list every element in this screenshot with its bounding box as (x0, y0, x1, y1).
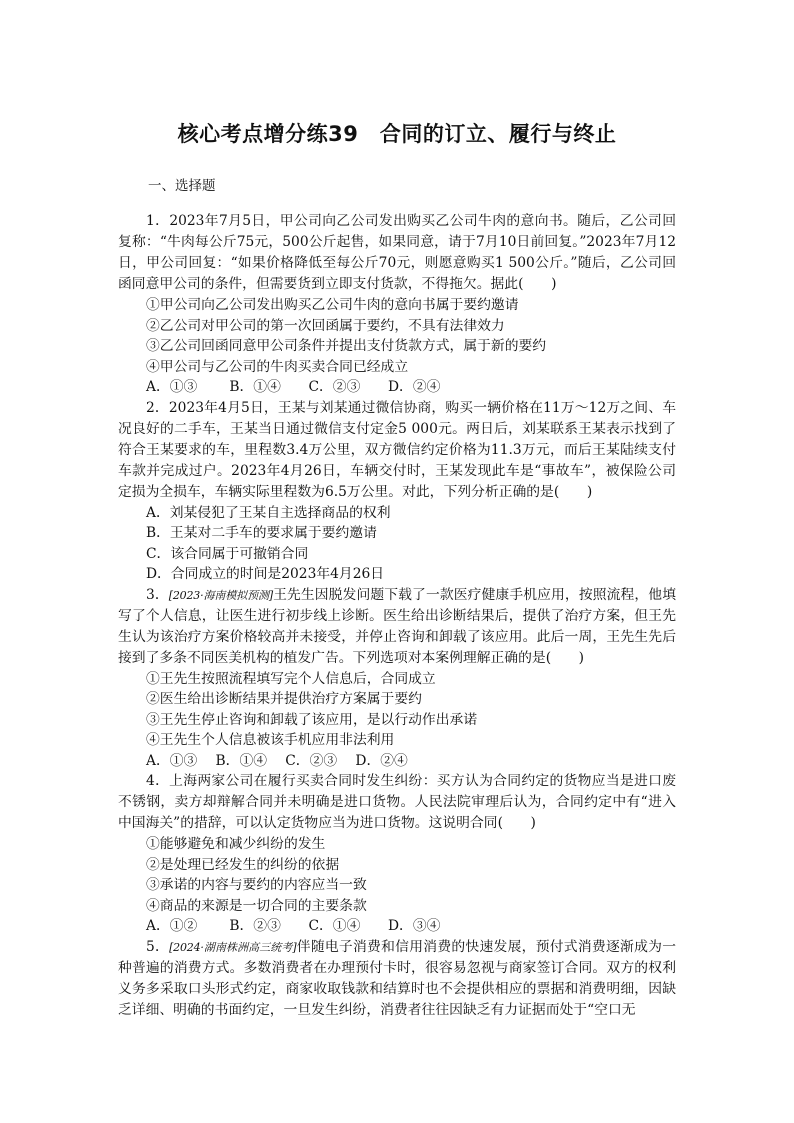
statement-option: ①能够避免和减少纠纷的发生 (146, 836, 326, 852)
question-block (118, 937, 676, 1021)
question-number: 1． (146, 213, 170, 229)
statement-option: ②乙公司对甲公司的第一次回函属于要约，不具有法律效力 (146, 317, 505, 334)
question-block (118, 771, 676, 937)
question-block (118, 211, 676, 398)
question-text: 上海两家公司在履行买卖合同时发生纠纷：买方认为合同约定的货物应当是进口废不锈钢，卖方却辩解合同并未明确是进口货物。人民法院审理后认为，合同约定中有“进入中国海关”的措辞，可以认定货物应当为进口货物。这说明合同( ) (118, 773, 676, 831)
statement-option: ③承诺的内容与要约的内容应当一致 (146, 877, 367, 893)
question-text: 2023年4月5日，王某与刘某通过微信协商，购买一辆价格在11万～12万之间、车况良好的二手车，王某当日通过微信支付定金5 000元。两日后，刘某联系王某表示找到了符合王某要求的车，里程数3.4万公里，双方微信约定价格为11.3万元，而后王某陆续支付车款并完成过户。2023年4月26日，车辆交付时，王某发现此车是“事故车”，被保险公司定损为全损车，车辆实际里程数为6.5万公里。对此，下列分析正确的是( ) (118, 399, 677, 500)
statement-option: D．合同成立的时间是2023年4月26日 (146, 566, 385, 582)
question-text: 王先生因脱发问题下载了一款医疗健康手机应用，按照流程，他填写了个人信息，让医生进行初步线上诊断。医生给出诊断结果后，提供了治疗方案，但王先生认为该治疗方案价格较高并未接受，并停止咨询和卸载了该应用。此后一周，王先生先后接到了多条不同医美机构的植发广告。下列选项对本案例理解正确的是( ) (118, 586, 676, 666)
question-stem (118, 771, 676, 834)
statement-option: ③乙公司回函同意甲公司条件并提出支付货款方式，属于新的要约 (146, 338, 547, 354)
question-number: 5． (146, 938, 170, 955)
question-block (118, 398, 676, 585)
statement-option: C．该合同属于可撤销合同 (146, 545, 309, 562)
section-heading: 一、选择题 (148, 178, 216, 194)
statement-option: ④商品的来源是一切合同的主要条款 (146, 897, 367, 914)
statement-option: ④王先生个人信息被该手机应用非法利用 (146, 732, 395, 748)
question-source: [2024·湖南株洲高三统考] (169, 940, 297, 954)
question-text: 2023年7月5日，甲公司向乙公司发出购买乙公司牛肉的意向书。随后，乙公司回复称：“牛肉每公斤75元，500公斤起售，如果同意，请于7月10日前回复。”2023年7月12日，甲公司回复：“如果价格降低至每公斤70元，则愿意购买1 500公斤。”随后，乙公司回函同意甲公司的条件，但需要货到立即支付货款，不得拖欠。据此( ) (118, 213, 676, 292)
statement-option: A．刘某侵犯了王某自主选择商品的权利 (146, 504, 391, 521)
statement-option: ①王先生按照流程填写完个人信息后，合同成立 (146, 670, 436, 687)
question-text: 伴随电子消费和信用消费的快速发展，预付式消费逐渐成为一种普遍的消费方式。多数消费者在办理预付卡时，很容易忽视与商家签订合同。双方的权利义务多采取口头形式约定，商家收取钱款和结算时也不会提供相应的票据和消费明细，因缺乏详细、明确的书面约定，一旦发生纠纷，消费者往往因缺乏有力证据而处于“空口无 (118, 938, 676, 1018)
question-stem (118, 585, 676, 669)
page-title: 核心考点增分练39 合同的订立、履行与终止 (177, 122, 617, 146)
statement-option: ③王先生停止咨询和卸载了该应用，是以行动作出承诺 (146, 711, 478, 728)
question-stem (118, 398, 676, 503)
question-number: 4． (146, 773, 170, 789)
question-block (118, 585, 676, 772)
answer-choices: A．①③ B．①④ C．②③ D．②④ (146, 752, 408, 769)
answer-choices: A．①③ B．①④ C．②③ D．②④ (146, 379, 441, 395)
question-list (118, 211, 676, 1021)
question-source: [2023·海南模拟预测] (168, 588, 273, 602)
statement-option: ②医生给出诊断结果并提供治疗方案属于要约 (146, 691, 422, 707)
statement-option: ④甲公司与乙公司的牛肉买卖合同已经成立 (146, 358, 409, 375)
statement-option: B．王某对二手车的要求属于要约邀请 (146, 525, 377, 541)
question-stem (118, 937, 676, 1021)
question-number: 2． (146, 399, 169, 416)
question-number: 3． (146, 586, 169, 603)
statement-option: ②是处理已经发生的纠纷的依据 (146, 856, 340, 873)
question-stem (118, 211, 676, 295)
answer-choices: A．①② B．②③ C．①④ D．③④ (146, 918, 441, 934)
statement-option: ①甲公司向乙公司发出购买乙公司牛肉的意向书属于要约邀请 (146, 297, 519, 313)
